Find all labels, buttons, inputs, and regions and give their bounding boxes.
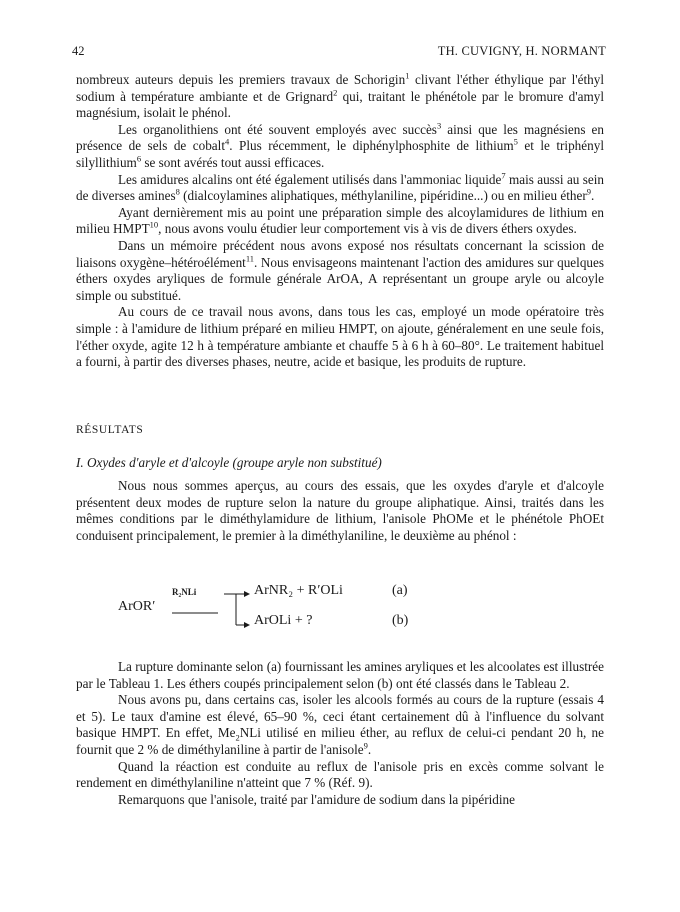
footnote-ref: 9 (363, 740, 368, 751)
paragraph: nombreux auteurs depuis les premiers travaux de Schorigin$^1$ clivant l'éther éthylique par l'éthyl sodium à température ambiante et de Grignard$^2$ qui, traitant le phénétole par le bromure d'amyl magnésium, isolait le phénol. (76, 70, 604, 121)
arrowhead-b (244, 622, 250, 628)
footnote-ref: 4 (225, 136, 230, 147)
intro-block (76, 72, 604, 371)
running-header (0, 44, 680, 62)
paragraph: Ayant dernièrement mis au point une préparation simple des alcoylamidures de lithium en milieu HMPT$^{10}$, nous avons voulu étudier leur comportement vis à vis de divers éthers oxydes. (76, 204, 604, 237)
paragraph: Les amidures alcalins ont été également utilisés dans l'ammoniac liquide$^7$ mais aussi au sein de diverses amines$^8$ (dialcoylamines aliphatiques, méthylaniline, pipéridine...) ou en milieu éther$^9$. (76, 170, 604, 204)
paragraph: La rupture dominante selon (a) fournissant les amines aryliques et les alcoolates est illustrée par le Tableau 1. Les éthers coupés principalement selon (b) ont été classés dans le Tableau 2. (76, 659, 604, 691)
arrowhead-a (244, 591, 250, 597)
footnote-ref: 7 (501, 170, 506, 181)
footnote-ref: 6 (136, 153, 142, 164)
subsection-heading: I. Oxydes d'aryle et d'alcoyle (groupe aryle non substitué) (76, 455, 382, 470)
paragraph: Les organolithiens ont été souvent employés avec succès$^3$ ainsi que les magnésiens en présence de sels de cobalt$^4$. Plus récemment, le diphénylphosphite de lithium$^5$ et le triphényl silyllithium$^6$ se sont avérés tout aussi efficaces. (76, 120, 604, 170)
reaction-scheme (0, 583, 680, 645)
product-b: ArOLi + ? (254, 613, 313, 628)
section2-block (76, 659, 604, 808)
footnote-ref: 2 (333, 87, 338, 98)
footnote-ref: 9 (586, 186, 591, 197)
running-head-authors: TH. CUVIGNY, H. NORMANT (437, 44, 606, 58)
page-number: 42 (72, 44, 85, 58)
footnote-ref: 10 (149, 219, 159, 230)
subscript: 2 (235, 733, 240, 744)
paragraph: Quand la réaction est conduite au reflux de l'anisole pris en excès comme solvant le rendement en diméthylaniline n'atteint que 7 % (Réf. 9). (76, 758, 604, 791)
paragraph: Nous avons pu, dans certains cas, isoler les alcools formés au cours de la rupture (essais 4 et 5). Le taux d'amine est élevé, 65–90 %, ceci étant certainement dû à l'influence du solvant basique HMPT. En effet, $Me_2NLi$ utilisé en milieu éther, au reflux de celui-ci pendant 20 h, ne fournit que 2 % de diméthylaniline à partir de l'anisole$^9$. (76, 692, 604, 757)
label-a: (a) (392, 583, 408, 598)
paragraph: Dans un mémoire précédent nous avons exposé nos résultats concernant la scission de liaisons oxygène–hétéroélément$^{11}$. Nous envisageons maintenant l'action des amidures sur quelques éthers oxydes aryliques de formule générale ArOA, A représentant un groupe aryle ou alcoyle simple ou substitué. (76, 237, 604, 303)
footnote-ref: 8 (175, 186, 180, 197)
reagent-label: R₂NLi (172, 587, 197, 597)
paragraph: Remarquons que l'anisole, traité par l'amidure de sodium dans la pipéridine (118, 791, 515, 807)
label-b: (b) (392, 613, 409, 628)
footnote-ref: 1 (405, 70, 410, 81)
footnote-ref: 11 (245, 253, 255, 264)
product-a: ArNR₂ + R′OLi (254, 583, 343, 598)
section-heading: RÉSULTATS (76, 424, 144, 436)
section1-block (76, 478, 604, 544)
reactant: ArOR′ (118, 599, 156, 614)
paragraph: Nous nous sommes aperçus, au cours des essais, que les oxydes d'aryle et d'alcoyle présentent deux modes de rupture selon la nature du groupe aliphatique. Ainsi, traités dans les mêmes conditions par le diméthylamidure de lithium, l'anisole PhOMe et le phénétole PhOEt conduisent principalement, le premier à la diméthylaniline, le deuxième au phénol : (76, 478, 604, 543)
paragraph: Au cours de ce travail nous avons, dans tous les cas, employé un mode opératoire très simple : à l'amidure de lithium préparé en milieu HMPT, on ajoute, généralement en une seule fois, l'éther oxyde, agite 12 h à température ambiante et chauffe 5 à 6 h à 60–80°. Le traitement habituel a fourni, à partir des diverses phases, neutre, acide et basique, les produits de rupture. (76, 304, 604, 370)
footnote-ref: 3 (436, 120, 442, 131)
footnote-ref: 5 (513, 136, 518, 147)
